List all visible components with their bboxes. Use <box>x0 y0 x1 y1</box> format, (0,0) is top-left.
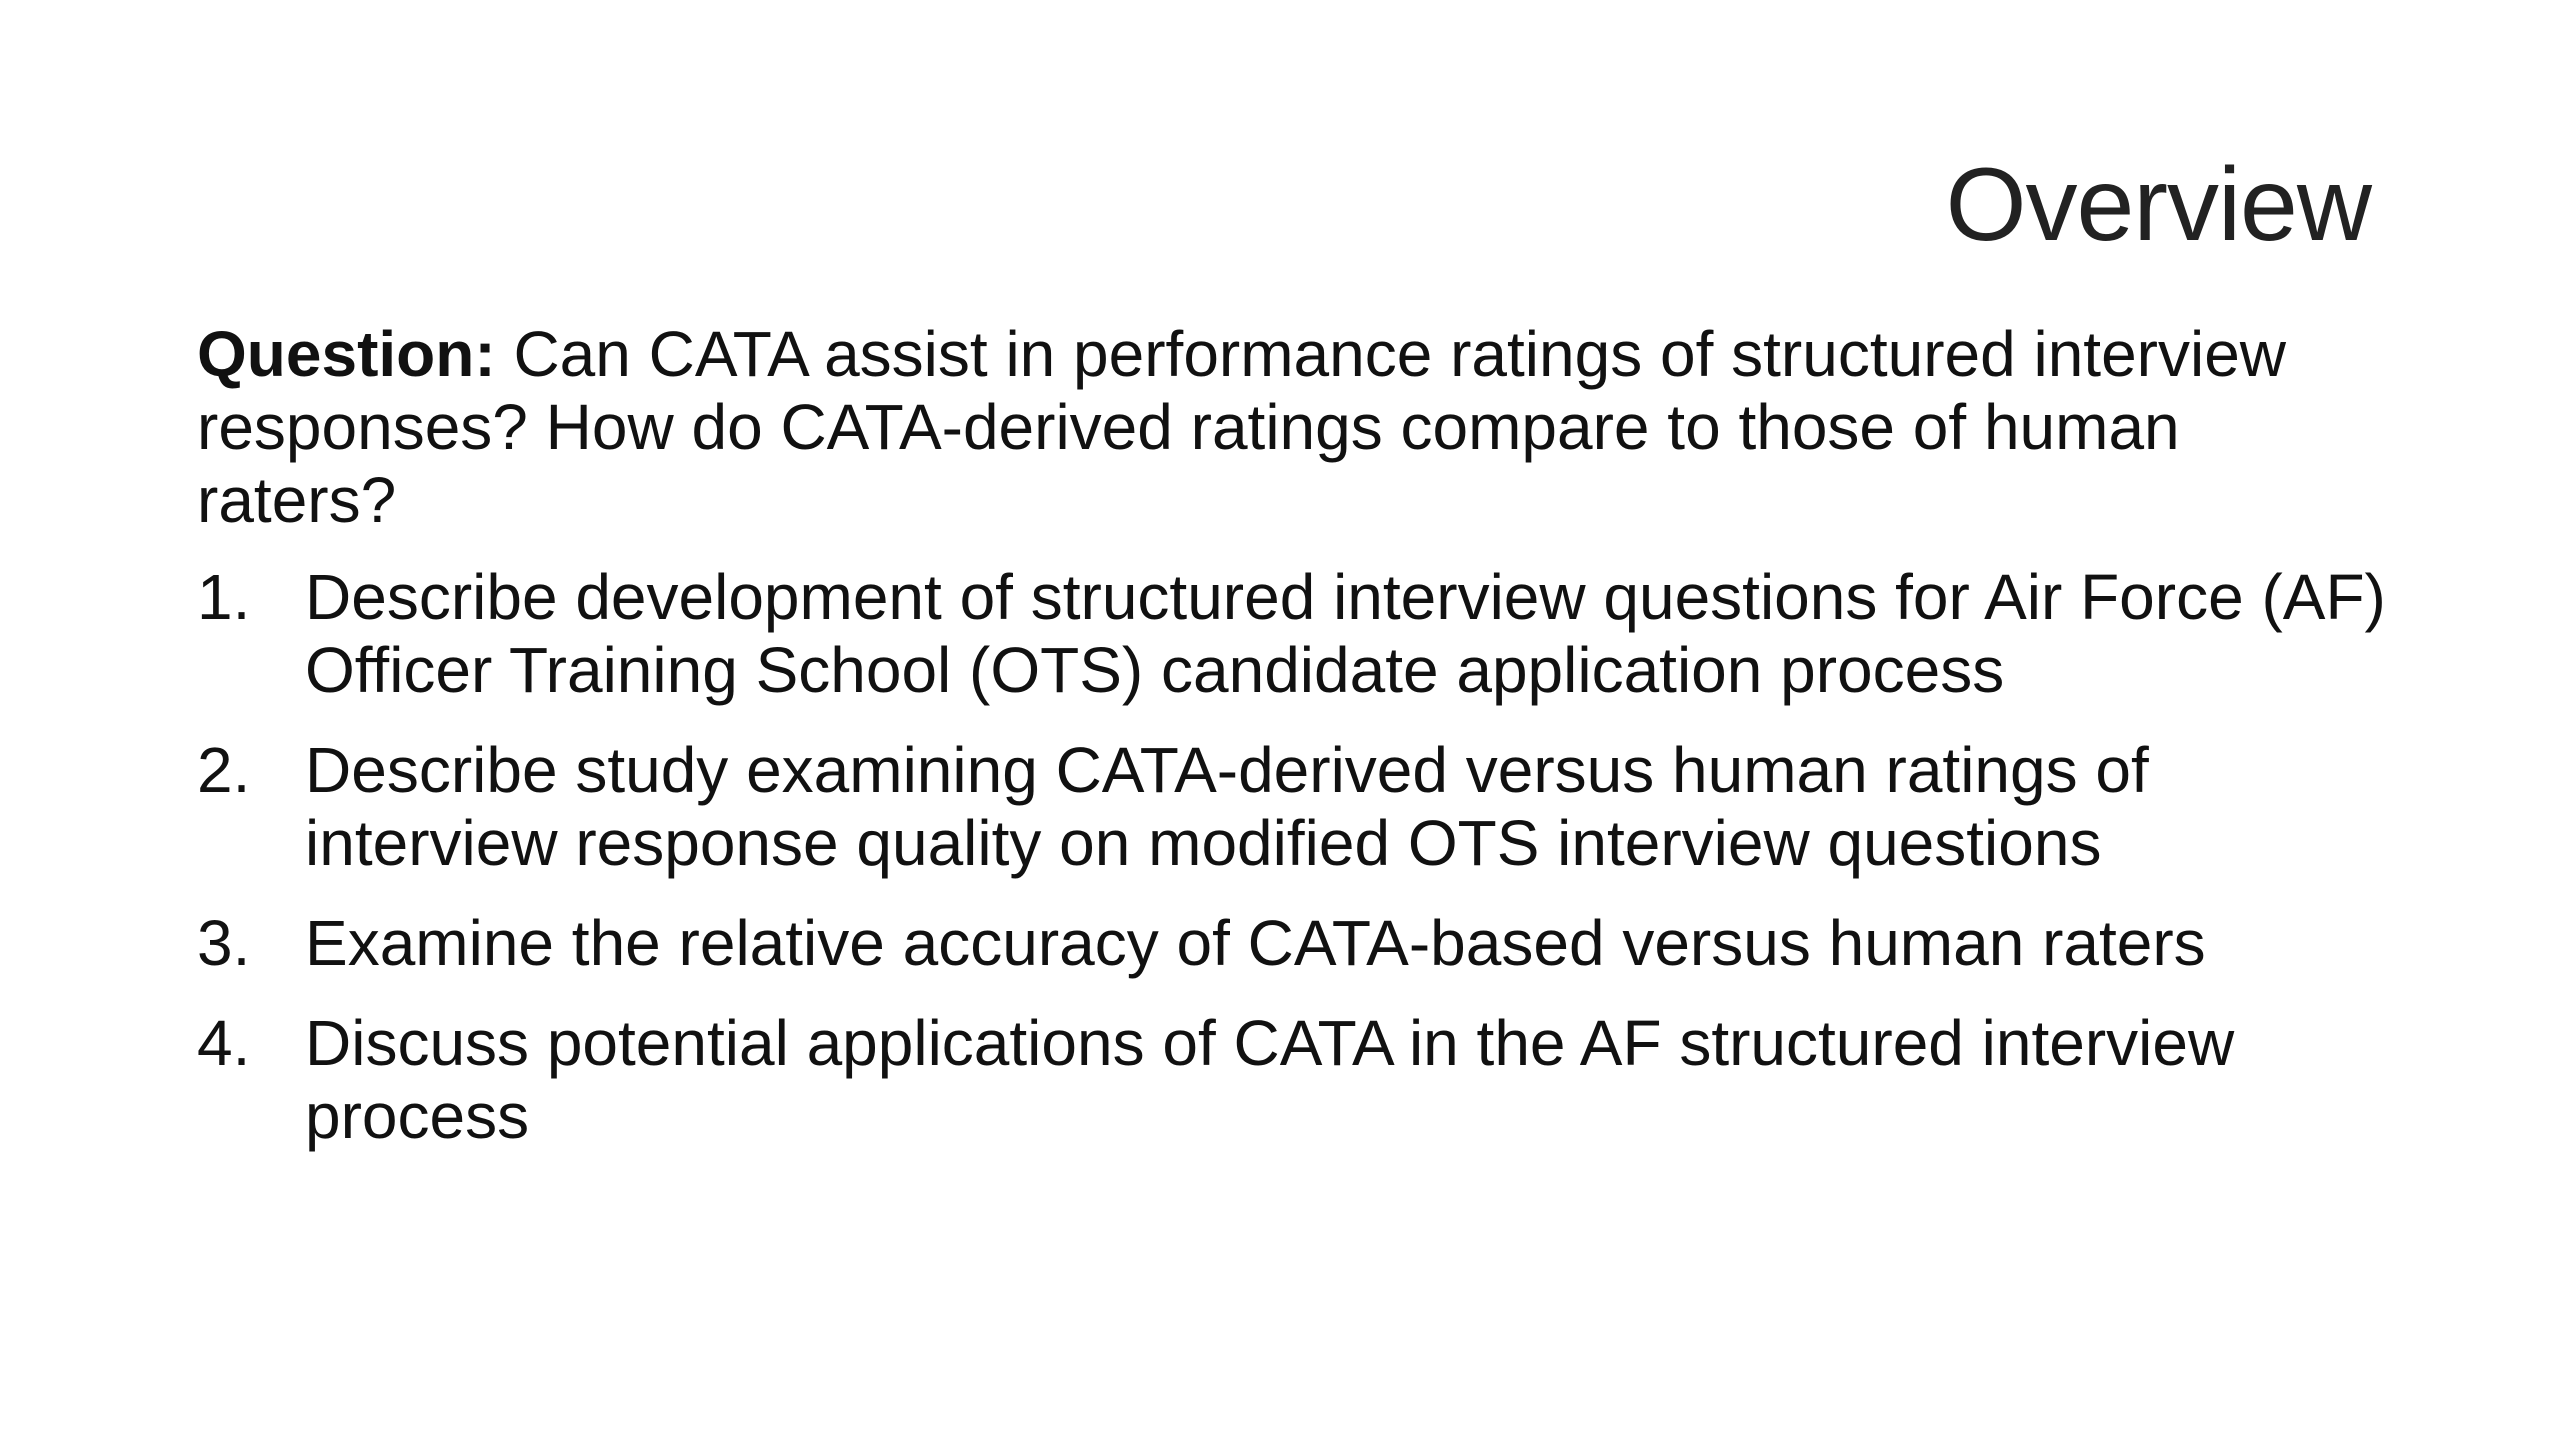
slide-title: Overview <box>1945 147 2371 263</box>
list-item-text: Discuss potential applications of CATA in the AF structured interview process <box>305 1007 2235 1152</box>
list-item-text: Examine the relative accuracy of CATA-based versus human raters <box>305 907 2206 979</box>
list-item <box>197 1007 2387 1153</box>
list-item-text: Describe development of structured interview questions for Air Force (AF) Officer Training School (OTS) candidate application process <box>305 561 2386 706</box>
question-label: Question: <box>197 318 496 390</box>
question-text: Can CATA assist in performance ratings of structured interview responses? How do CATA-derived ratings compare to those of human raters? <box>197 318 2286 536</box>
list-item-number: 1. <box>197 561 251 633</box>
list-item <box>197 907 2387 980</box>
list-item <box>197 561 2387 707</box>
list-item-number: 4. <box>197 1007 251 1079</box>
slide-body <box>197 318 2387 1180</box>
list-item-text: Describe study examining CATA-derived versus human ratings of interview response quality on modified OTS interview questions <box>305 734 2149 879</box>
objectives-list <box>197 561 2387 1153</box>
list-item <box>197 734 2387 880</box>
question-paragraph <box>197 318 2387 537</box>
list-item-number: 3. <box>197 907 251 979</box>
list-item-number: 2. <box>197 734 251 806</box>
